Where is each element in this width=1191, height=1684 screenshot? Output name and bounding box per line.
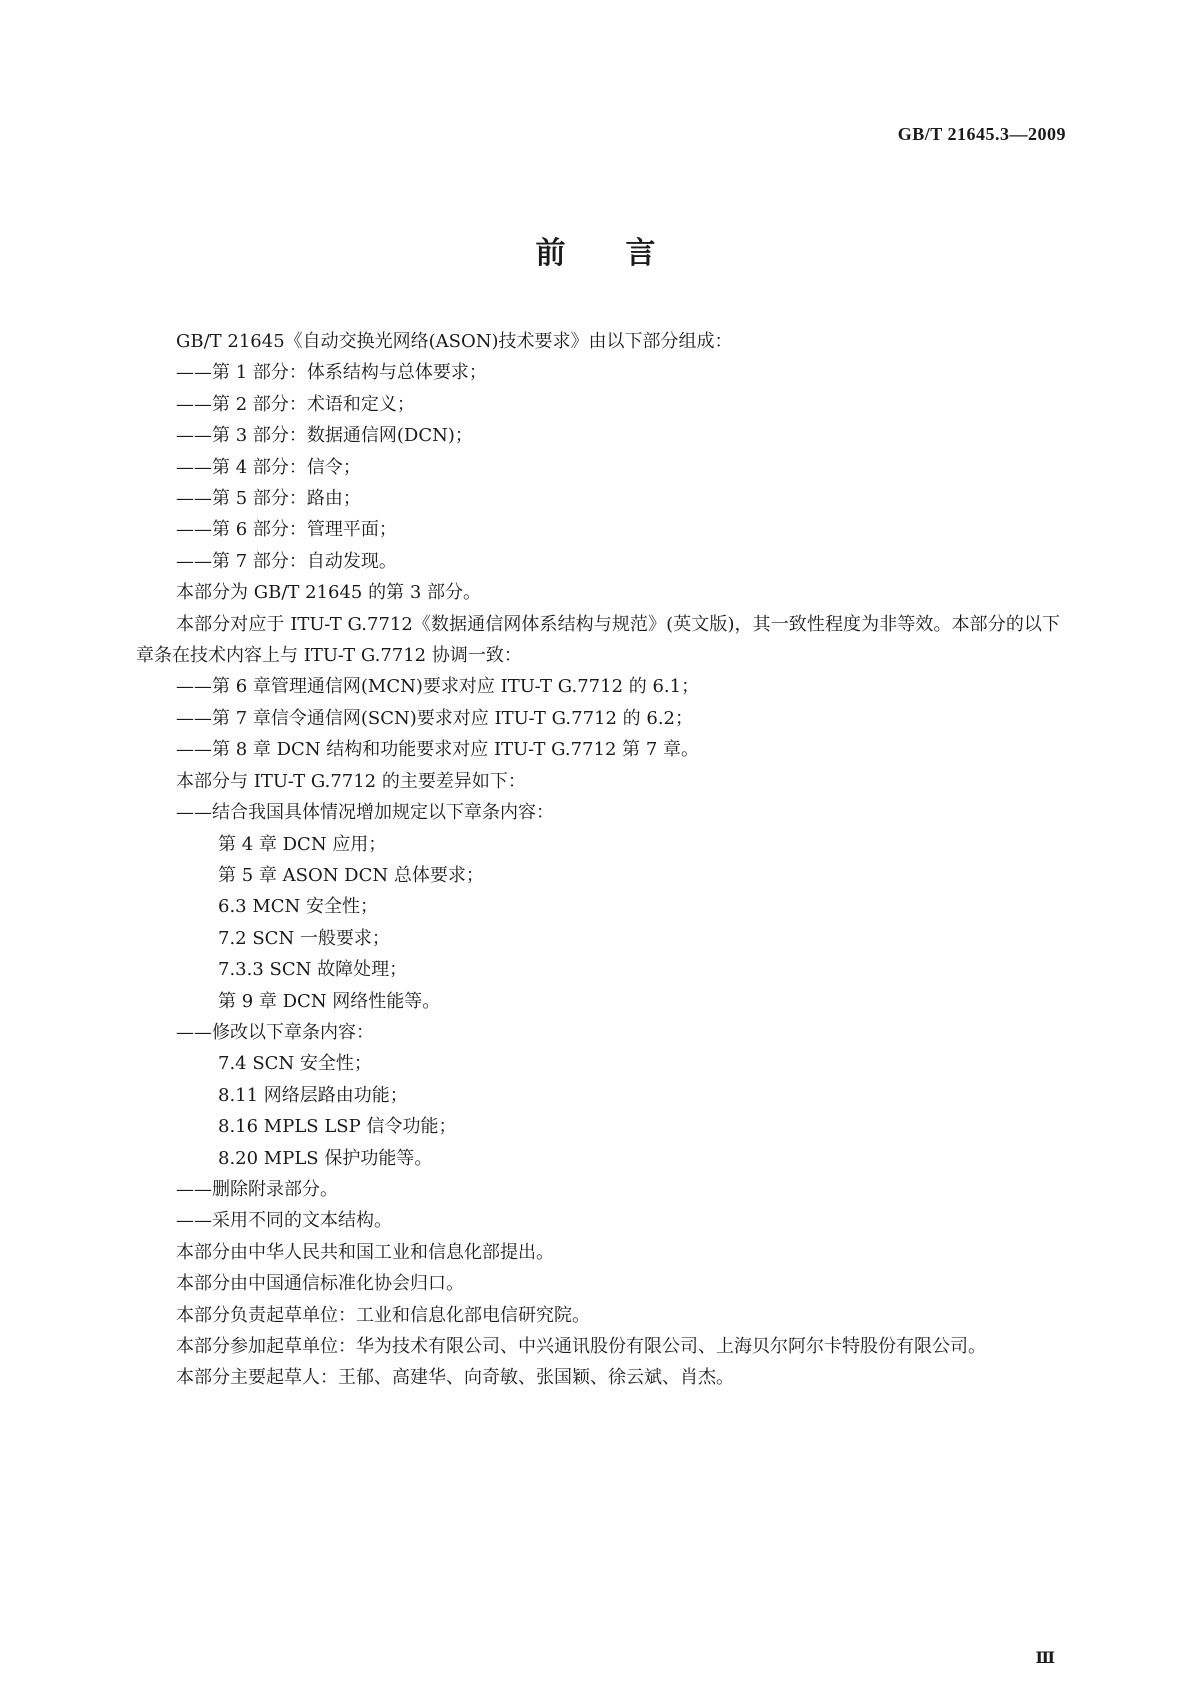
- page-title: 前言: [535, 236, 716, 271]
- part-list-item: ——第 3 部分：数据通信网(DCN)；: [176, 425, 473, 447]
- standard-number: GB/T 21645.3—2009: [897, 124, 1066, 144]
- sub-list-item: 7.4 SCN 安全性；: [218, 1053, 372, 1075]
- paragraph: 本部分主要起草人：王郁、高建华、向奇敏、张国颖、徐云斌、肖杰。: [176, 1367, 734, 1389]
- paragraph: 本部分由中国通信标准化协会归口。: [176, 1273, 464, 1295]
- paragraph: 本部分由中华人民共和国工业和信息化部提出。: [176, 1241, 554, 1263]
- list-item: ——修改以下章条内容：: [176, 1021, 374, 1043]
- paragraph: GB/T 21645《自动交换光网络(ASON)技术要求》由以下部分组成：: [176, 331, 733, 352]
- part-list-item: ——第 7 部分：自动发现。: [176, 550, 397, 572]
- sub-list-item: 第 4 章 DCN 应用；: [218, 833, 387, 855]
- part-list-item: ——第 2 部分：术语和定义；: [176, 393, 415, 415]
- paragraph: 本部分与 ITU-T G.7712 的主要差异如下：: [176, 770, 526, 792]
- sub-list-item: 8.11 网络层路由功能；: [218, 1084, 408, 1106]
- list-item: ——第 6 章管理通信网(MCN)要求对应 ITU-T G.7712 的 6.1；: [176, 676, 700, 698]
- page-number: Ⅲ: [1035, 1650, 1055, 1667]
- list-item: ——删除附录部分。: [176, 1178, 338, 1200]
- sub-list-item: 6.3 MCN 安全性；: [218, 896, 379, 918]
- sub-list-item: 7.2 SCN 一般要求；: [218, 927, 390, 949]
- paragraph: 本部分对应于 ITU-T G.7712《数据通信网体系结构与规范》(英文版)，其一致性程度为非等效。本部分的以下章条在技术内容上与 ITU-T G.7712 协调一致：: [136, 613, 1060, 667]
- sub-list-item: 第 9 章 DCN 网络性能等。: [218, 990, 441, 1012]
- list-item: ——采用不同的文本结构。: [176, 1210, 392, 1232]
- list-item: ——第 7 章信令通信网(SCN)要求对应 ITU-T G.7712 的 6.2；: [176, 707, 693, 729]
- sub-list-item: 7.3.3 SCN 故障处理；: [218, 959, 408, 981]
- sub-list-item: 8.16 MPLS LSP 信令功能；: [218, 1116, 457, 1138]
- list-item: ——第 8 章 DCN 结构和功能要求对应 ITU-T G.7712 第 7 章。: [176, 739, 700, 761]
- sub-list-item: 8.20 MPLS 保护功能等。: [218, 1147, 433, 1169]
- paragraph: 本部分负责起草单位：工业和信息化部电信研究院。: [176, 1304, 590, 1326]
- sub-list-item: 第 5 章 ASON DCN 总体要求；: [218, 864, 484, 886]
- part-list-item: ——第 4 部分：信令；: [176, 456, 361, 478]
- part-list-item: ——第 5 部分：路由；: [176, 488, 361, 510]
- foreword-body: [136, 326, 1060, 1394]
- part-list-item: ——第 1 部分：体系结构与总体要求；: [176, 362, 487, 384]
- paragraph: 本部分为 GB/T 21645 的第 3 部分。: [176, 582, 481, 604]
- part-list-item: ——第 6 部分：管理平面；: [176, 519, 397, 541]
- paragraph: 本部分参加起草单位：华为技术有限公司、中兴通讯股份有限公司、上海贝尔阿尔卡特股份有限公司。: [176, 1336, 986, 1357]
- list-item: ——结合我国具体情况增加规定以下章条内容：: [176, 802, 554, 824]
